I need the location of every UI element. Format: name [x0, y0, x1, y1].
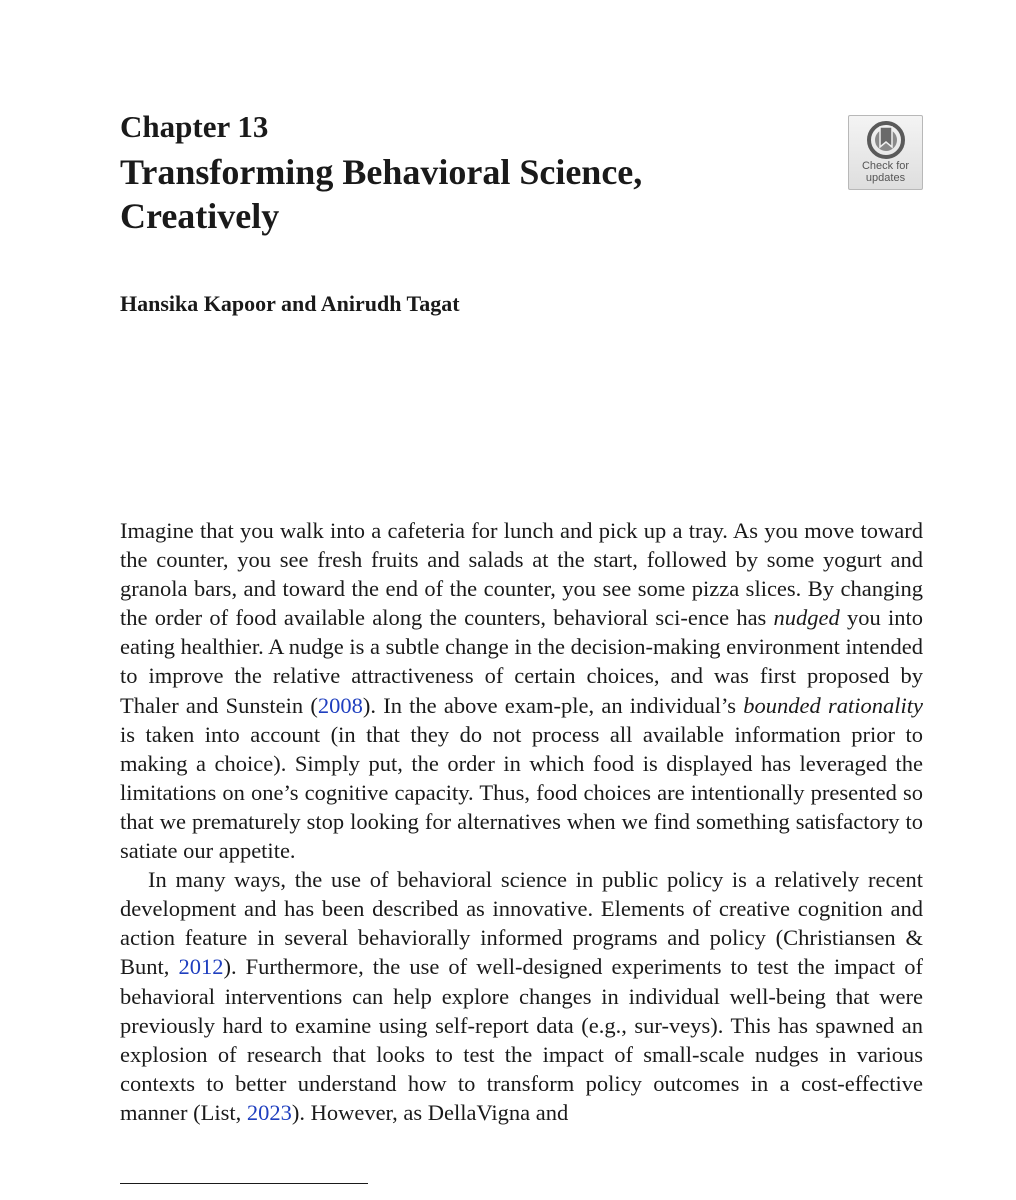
p1-text-1: Imagine that you walk into a cafeteria for lunch and pick up a tray. As you move toward the counter, you see fresh fruits and salads at the start, followed by some yogurt and granola bars, and toward the end of the counter, you see some pizza slices. By changing the order of food available along the counters, behavioral sci-ence has [120, 518, 923, 631]
citation-link-christiansen-bunt[interactable]: 2012 [178, 954, 224, 980]
check-updates-line-1: Check for [861, 160, 910, 172]
p2-text-2: ). Furthermore, the use of well-designed experiments to test the impact of behavioral interventions can help explore changes in individual well-being that were previously hard to examine using self-report data (e.g., sur-veys). This has spawned an explosion of research that looks to test the impact of small-scale nudges in various contexts to better understand how to transform policy outcomes in a cost-effective manner (List, [120, 954, 923, 1125]
p2-text-3: ). However, as DellaVigna and [291, 1099, 569, 1125]
authors: Hansika Kapoor and Anirudh Tagat [120, 291, 460, 316]
paragraph-1 [120, 516, 923, 865]
citation-link-list[interactable]: 2023 [246, 1099, 292, 1125]
chapter-title-line-1: Transforming Behavioral Science, [120, 152, 643, 192]
p1-text-3: ). In the above exam-ple, an individual’s [362, 692, 744, 718]
paragraph-2 [120, 865, 923, 1127]
p1-emphasis-nudged: nudged [773, 605, 840, 631]
p1-emphasis-bounded-rationality: bounded rationality [743, 692, 923, 718]
p2-text-1: In many ways, the use of behavioral science in public policy is a relatively recent development and has been described as innovative. Elements of creative cognition and action feature in several behaviorally informed programs and policy (Christiansen & Bunt, [120, 867, 923, 980]
body-text [120, 516, 923, 1127]
p1-text-2: you into eating healthier. A nudge is a subtle change in the decision-making environment intended to improve the relative attractiveness of certain choices, and was first proposed by Thaler and Sunstein ( [120, 605, 923, 718]
chapter-label: Chapter 13 [120, 109, 269, 144]
check-updates-line-2: updates [865, 172, 906, 184]
chapter-title [120, 150, 760, 238]
p1-text-4: is taken into account (in that they do not process all available information prior to making a choice). Simply put, the order in which food is displayed has leveraged the limitations on one’s cognitive capacity. Thus, food choices are intentionally presented so that we prematurely stop looking for alternatives when we find something satisfactory to satiate our appetite. [120, 721, 923, 864]
bookmark-circle-icon [867, 121, 905, 159]
chapter-title-line-2: Creatively [120, 196, 280, 236]
check-for-updates-label [849, 160, 922, 184]
footnote-divider [120, 1183, 368, 1184]
check-for-updates-badge[interactable] [848, 115, 923, 190]
citation-link-thaler-sunstein[interactable]: 2008 [317, 692, 363, 718]
